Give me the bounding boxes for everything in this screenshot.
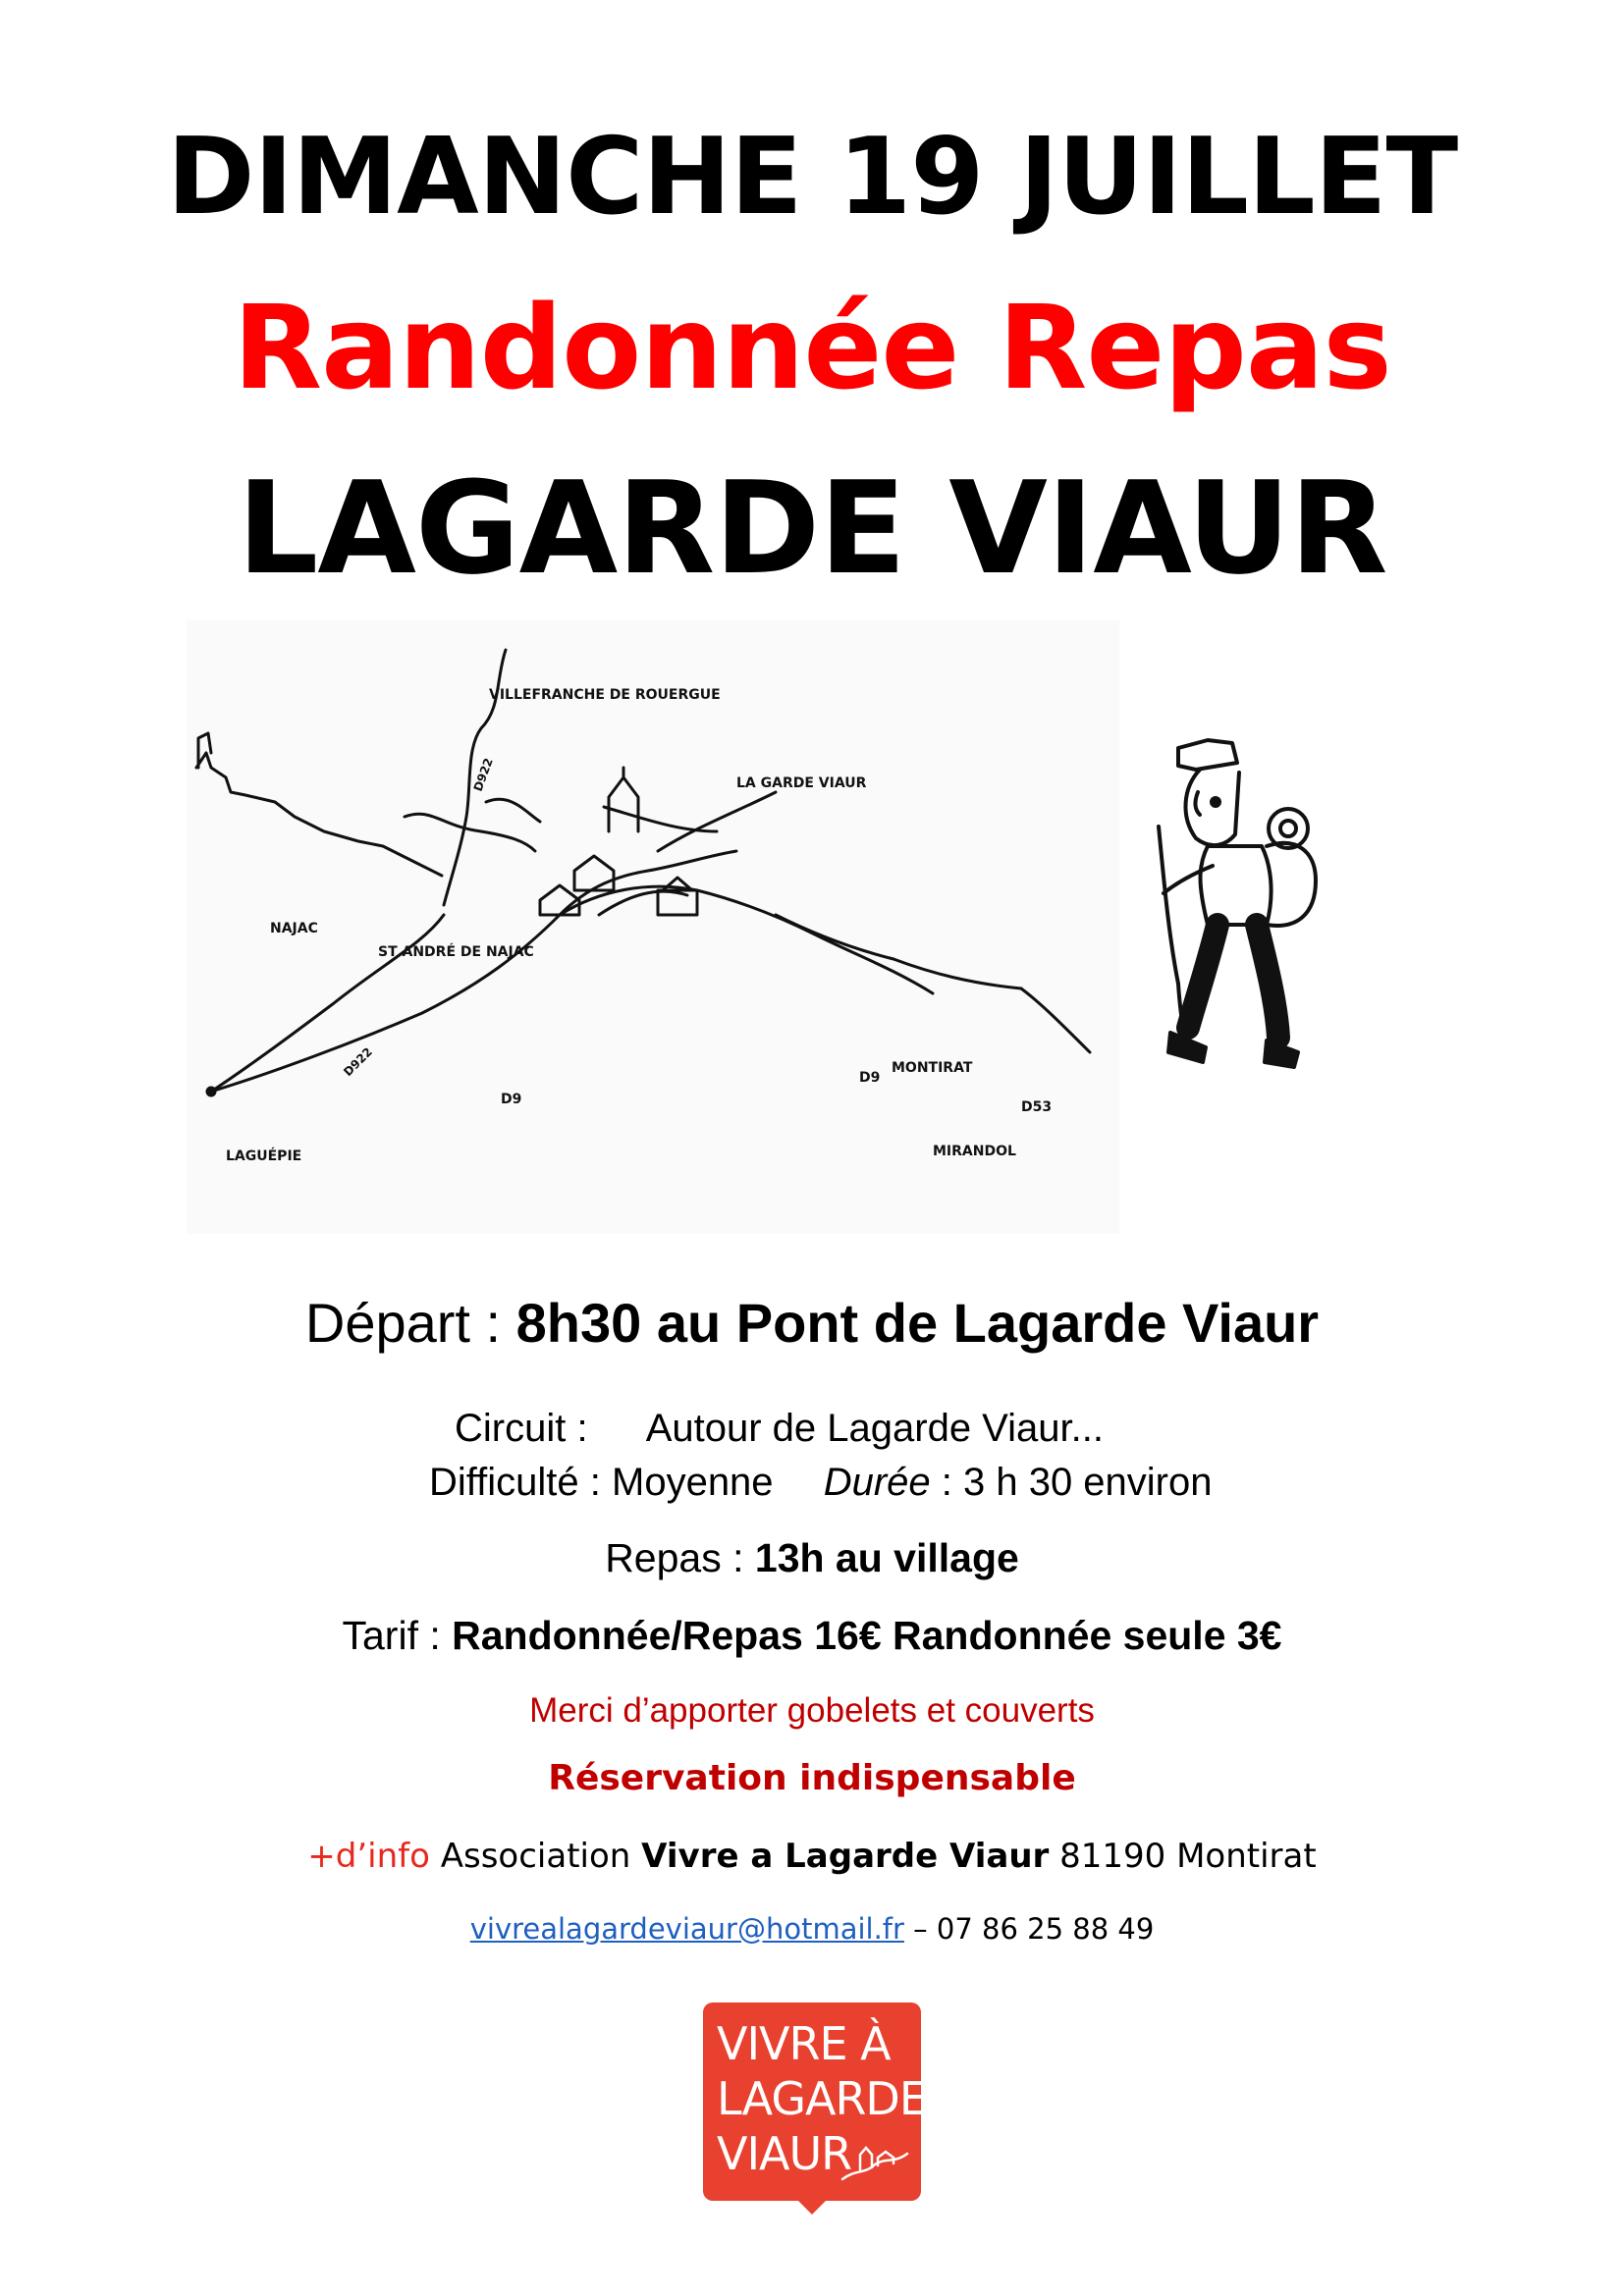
map-label-mirandol: MIRANDOL <box>933 1144 1016 1159</box>
assoc-label: Association <box>429 1837 642 1876</box>
duree-label: Durée <box>823 1461 931 1504</box>
difficulte-label: Difficulté : <box>429 1461 612 1504</box>
depart-line <box>0 1291 1624 1355</box>
hand-drawn-map <box>187 620 1119 1234</box>
assoc-name: Vivre a Lagarde Viaur <box>641 1837 1050 1876</box>
repas-label: Repas : <box>605 1535 755 1580</box>
phone-number: – 07 86 25 88 49 <box>903 1912 1155 1946</box>
merci-note: Merci d’apporter gobelets et couverts <box>529 1691 1095 1730</box>
depart-label: Départ : <box>304 1292 516 1354</box>
map-label-d53: D53 <box>1021 1099 1053 1115</box>
map-label-d922-bottom: D922 <box>341 1044 375 1080</box>
email-link[interactable]: vivrealagardeviaur@hotmail.fr <box>469 1912 904 1946</box>
tarif-label: Tarif : <box>342 1613 453 1658</box>
association-logo <box>703 2002 927 2201</box>
event-place: LAGARDE VIAUR <box>237 454 1387 603</box>
circuit-label: Circuit : <box>455 1407 588 1450</box>
logo-line-1: VIVRE À <box>717 2017 891 2070</box>
map-label-d922-top: D922 <box>470 756 496 794</box>
event-title: Randonnée Repas <box>233 280 1391 415</box>
difficulte-value: Moyenne <box>612 1461 774 1504</box>
info-prefix: +d’info <box>307 1837 430 1876</box>
map-label-montirat: MONTIRAT <box>892 1060 973 1076</box>
village-sketch-icon <box>840 2140 909 2184</box>
repas-line <box>0 1535 1624 1581</box>
difficulte-line <box>429 1461 1213 1505</box>
hiker-illustration <box>1110 728 1365 1092</box>
depart-value: 8h30 au Pont de Lagarde Viaur <box>515 1292 1320 1354</box>
map-label-d9-right: D9 <box>859 1070 881 1086</box>
logo-line-2: LAGARDE <box>717 2072 927 2125</box>
logo-notch <box>794 2197 830 2215</box>
map-label-najac: NAJAC <box>270 921 318 936</box>
duree-value: : 3 h 30 environ <box>930 1461 1213 1504</box>
map-label-villefranche: VILLEFRANCHE DE ROUERGUE <box>489 687 721 703</box>
info-line <box>0 1837 1624 1876</box>
tarif-line <box>0 1613 1624 1659</box>
map-label-d9-left: D9 <box>501 1092 522 1107</box>
repas-value: 13h au village <box>754 1535 1019 1580</box>
contact-line <box>0 1912 1624 1946</box>
event-date: DIMANCHE 19 JUILLET <box>166 116 1458 239</box>
reservation-note: Réservation indispensable <box>548 1758 1076 1798</box>
map-label-lagarde: LA GARDE VIAUR <box>736 775 867 791</box>
logo-line-3: VIAUR <box>717 2127 852 2180</box>
map-label-st-andre: ST ANDRÉ DE NAJAC <box>378 944 534 960</box>
map-label-laguepie: LAGUÉPIE <box>226 1148 302 1164</box>
assoc-address: 81190 Montirat <box>1049 1837 1317 1876</box>
circuit-value: Autour de Lagarde Viaur... <box>645 1407 1104 1450</box>
circuit-line <box>455 1407 1104 1451</box>
tarif-value: Randonnée/Repas 16€ Randonnée seule 3€ <box>452 1613 1282 1658</box>
